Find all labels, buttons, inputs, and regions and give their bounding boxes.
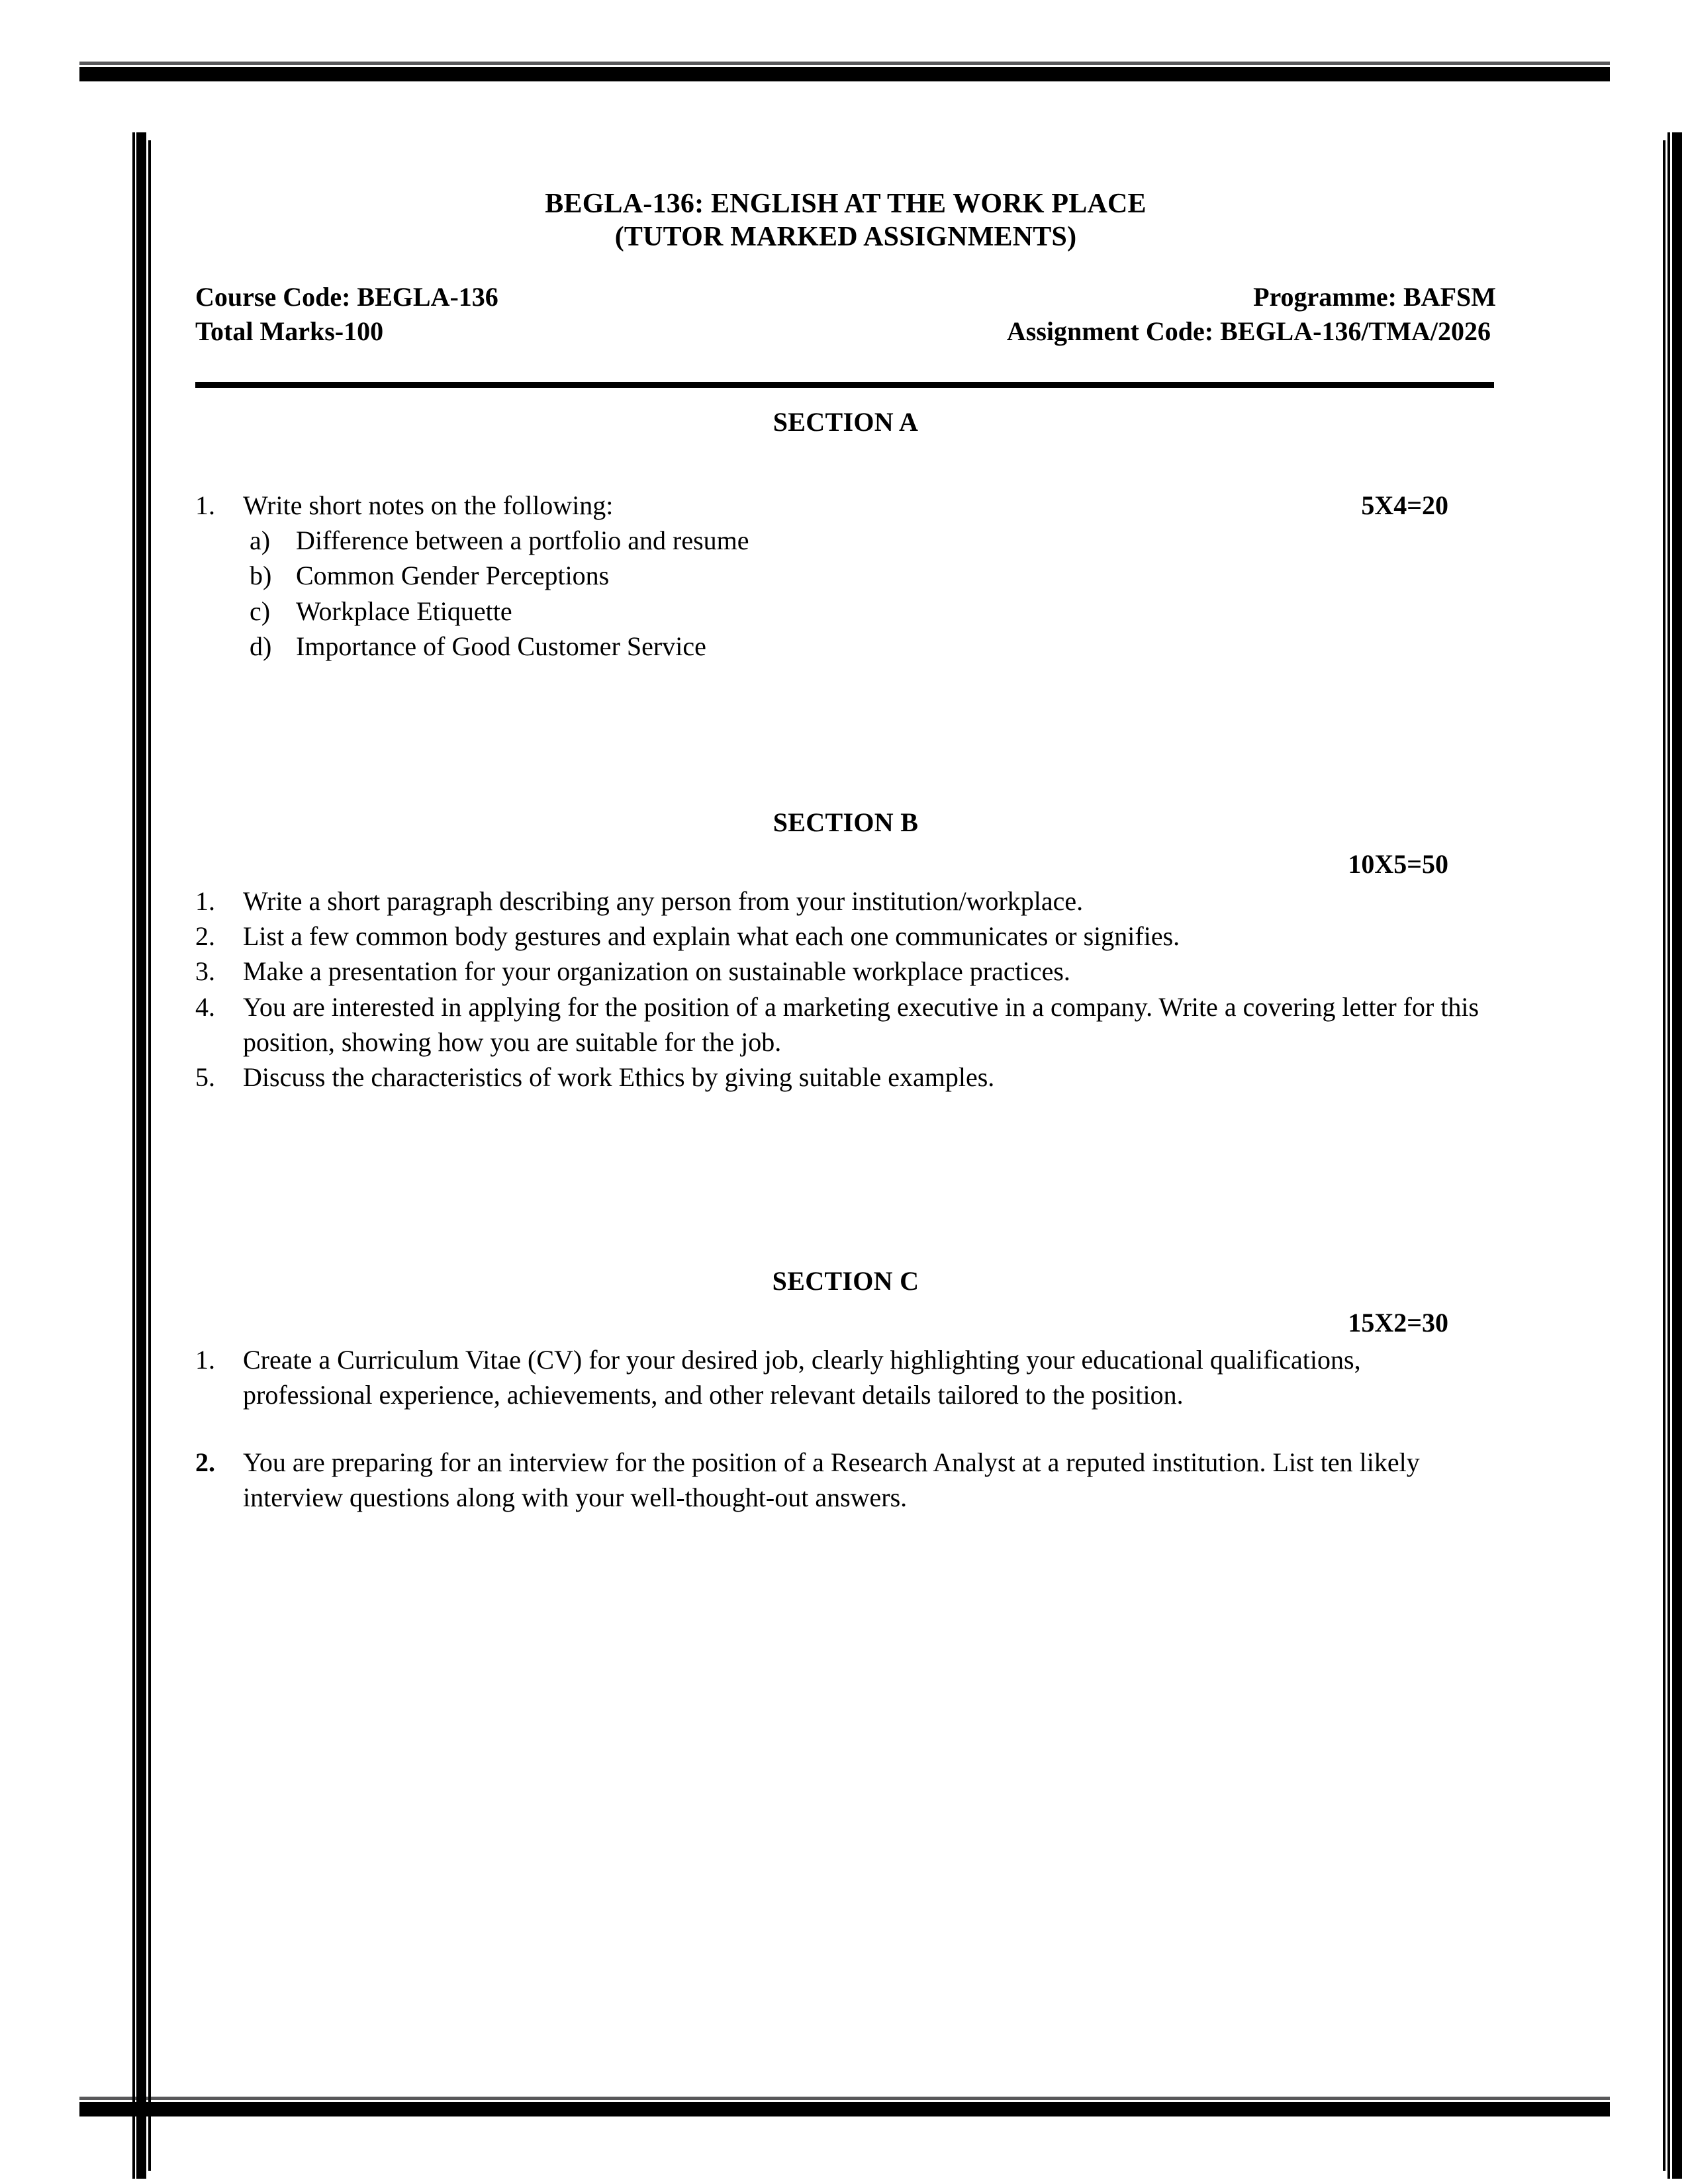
sub-question-item <box>195 558 1496 593</box>
section-a-questions <box>195 488 1496 664</box>
document-title-line-1: BEGLA-136: ENGLISH AT THE WORK PLACE <box>545 189 1147 219</box>
frame-right-outer-rule <box>1667 132 1670 2179</box>
question-text: You are interested in applying for the position of a marketing executive in a company. Write a covering letter for this position, showing how you are suitable for the job. <box>243 991 1479 1057</box>
question-item <box>195 488 1496 523</box>
frame-left-inner-rule <box>148 140 151 2171</box>
total-marks-label: Total Marks-100 <box>195 316 384 347</box>
question-body <box>243 488 1496 523</box>
assignment-code-label: Assignment Code: BEGLA-136/TMA/2026 <box>1006 316 1491 347</box>
question-number: 1. <box>195 1345 215 1375</box>
document-content <box>195 0 1496 1515</box>
section-c-heading: SECTION C <box>772 1266 919 1297</box>
programme-label: Programme: BAFSM <box>1253 282 1496 312</box>
question-number: 3. <box>195 956 215 987</box>
question-number: 1. <box>195 490 215 521</box>
sub-question-letter: c) <box>250 596 271 626</box>
document-meta <box>195 280 1496 349</box>
question-item <box>195 989 1496 1060</box>
question-text: Discuss the characteristics of work Ethics by giving suitable examples. <box>243 1062 995 1092</box>
question-text: Make a presentation for your organization on sustainable workplace practices. <box>243 956 1070 987</box>
question-text: Create a Curriculum Vitae (CV) for your desired job, clearly highlighting your educational qualifications, professional experience, achievements, and other relevant details tailored to the position. <box>243 1345 1361 1410</box>
frame-bottom-thin-rule <box>79 2097 1610 2100</box>
sub-question-item <box>195 629 1496 664</box>
question-spacer <box>195 1413 1496 1445</box>
question-number: 1. <box>195 886 215 917</box>
question-item <box>195 1445 1496 1515</box>
sub-question-letter: d) <box>250 631 272 661</box>
section-b-questions <box>195 884 1496 1095</box>
frame-right-thick-rule <box>1672 132 1682 2179</box>
sub-question-text: Common Gender Perceptions <box>296 561 610 591</box>
section-c-questions <box>195 1342 1496 1515</box>
document-title <box>195 0 1496 253</box>
question-text: List a few common body gestures and explain what each one communicates or signifies. <box>243 921 1180 952</box>
question-marks: 5X4=20 <box>1361 490 1448 521</box>
sub-question-letter: b) <box>250 561 272 591</box>
frame-left-thick-rule <box>136 132 146 2179</box>
frame-right-inner-rule <box>1663 140 1665 2171</box>
question-number: 4. <box>195 991 215 1022</box>
question-number: 2. <box>195 921 215 952</box>
question-number: 2. <box>195 1447 215 1477</box>
course-code-label: Course Code: BEGLA-136 <box>195 282 498 312</box>
question-number: 5. <box>195 1062 215 1092</box>
section-b-heading: SECTION B <box>773 807 919 838</box>
question-item <box>195 954 1496 989</box>
sub-question-text: Workplace Etiquette <box>296 596 512 626</box>
meta-row-course <box>195 280 1496 314</box>
sub-question-text: Difference between a portfolio and resume <box>296 525 749 556</box>
section-a-heading: SECTION A <box>773 407 919 437</box>
question-item <box>195 884 1496 919</box>
sub-question-letter: a) <box>250 525 271 556</box>
section-b-marks: 10X5=50 <box>1348 849 1448 880</box>
sub-question-text: Importance of Good Customer Service <box>296 631 706 661</box>
question-item <box>195 919 1496 954</box>
header-divider-rule <box>195 382 1494 388</box>
question-text: Write a short paragraph describing any person from your institution/workplace. <box>243 886 1084 917</box>
question-text: Write short notes on the following: <box>243 490 614 521</box>
question-item <box>195 1060 1496 1095</box>
question-item <box>195 1342 1496 1412</box>
question-text: You are preparing for an interview for the position of a Research Analyst at a reputed institution. List ten likely interview questions along with your well-thought-out answers. <box>243 1447 1420 1512</box>
section-c-marks: 15X2=30 <box>1348 1308 1448 1338</box>
meta-row-marks <box>195 314 1496 349</box>
document-title-line-2: (TUTOR MARKED ASSIGNMENTS) <box>614 221 1077 252</box>
sub-question-item <box>195 594 1496 629</box>
sub-question-item <box>195 523 1496 558</box>
frame-bottom-thick-rule <box>79 2102 1610 2116</box>
frame-left-outer-rule <box>132 132 135 2179</box>
